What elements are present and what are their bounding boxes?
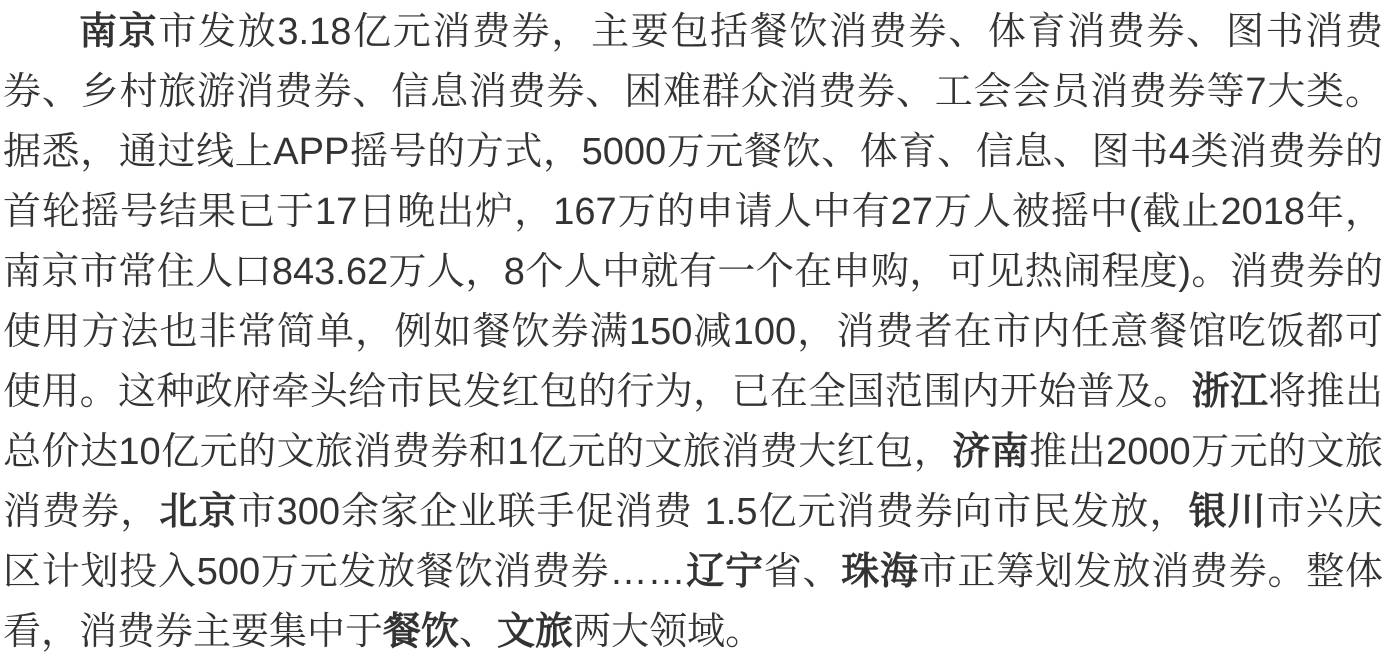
text-segment: 省、 bbox=[763, 551, 842, 593]
text-segment: 市发放3.18亿元消费券，主要包括餐饮消费券、体育消费券、图书消费券、乡村旅游消费券、信息消费券、困难群众消费券、工会会员消费券等7大类。据悉，通过线上APP摇号的方式，5000万元餐饮、体育、信息、图书4类消费券的首轮摇号结果已于17日晚出炉，167万的申请人中有27万人被摇中(截止2018年，南京市常住人口843.62万人，8个人中就有一个在申购，可见热闹程度)。消费券的使用方法也非常简单，例如餐饮券满150减100，消费者在市内任意餐馆吃饭都可使用。这种政府牵头给市民发红包的行为，已在全国范围内开始普及。 bbox=[3, 11, 1383, 413]
article-paragraph bbox=[3, 2, 1383, 662]
text-segment: 两大领域。 bbox=[573, 611, 764, 653]
bold-keyword: 北京 bbox=[159, 491, 238, 533]
text-segment: 市正筹划发放消费券。整体看，消费券主要集中于 bbox=[3, 551, 1383, 653]
text-segment: 推出2000万元的文旅消费券， bbox=[3, 431, 1383, 533]
text-segment: 市300余家企业联手促消费 1.5亿元消费券向市民发放， bbox=[237, 491, 1189, 533]
bold-keyword: 浙江 bbox=[1191, 371, 1269, 413]
bold-keyword: 文旅 bbox=[497, 611, 574, 653]
bold-keyword: 银川 bbox=[1188, 491, 1267, 533]
bold-keyword: 济南 bbox=[952, 431, 1030, 473]
text-segment: 将推出总价达10亿元的文旅消费券和1亿元的文旅消费大红包， bbox=[3, 371, 1383, 473]
text-segment: 市兴庆区计划投入500万元发放餐饮消费券…… bbox=[3, 491, 1383, 593]
bold-keyword: 珠海 bbox=[841, 551, 919, 593]
bold-keyword: 辽宁 bbox=[685, 551, 764, 593]
bold-keyword: 南京 bbox=[79, 11, 159, 53]
bold-keyword: 餐饮 bbox=[383, 611, 460, 653]
text-segment: 、 bbox=[459, 611, 498, 653]
